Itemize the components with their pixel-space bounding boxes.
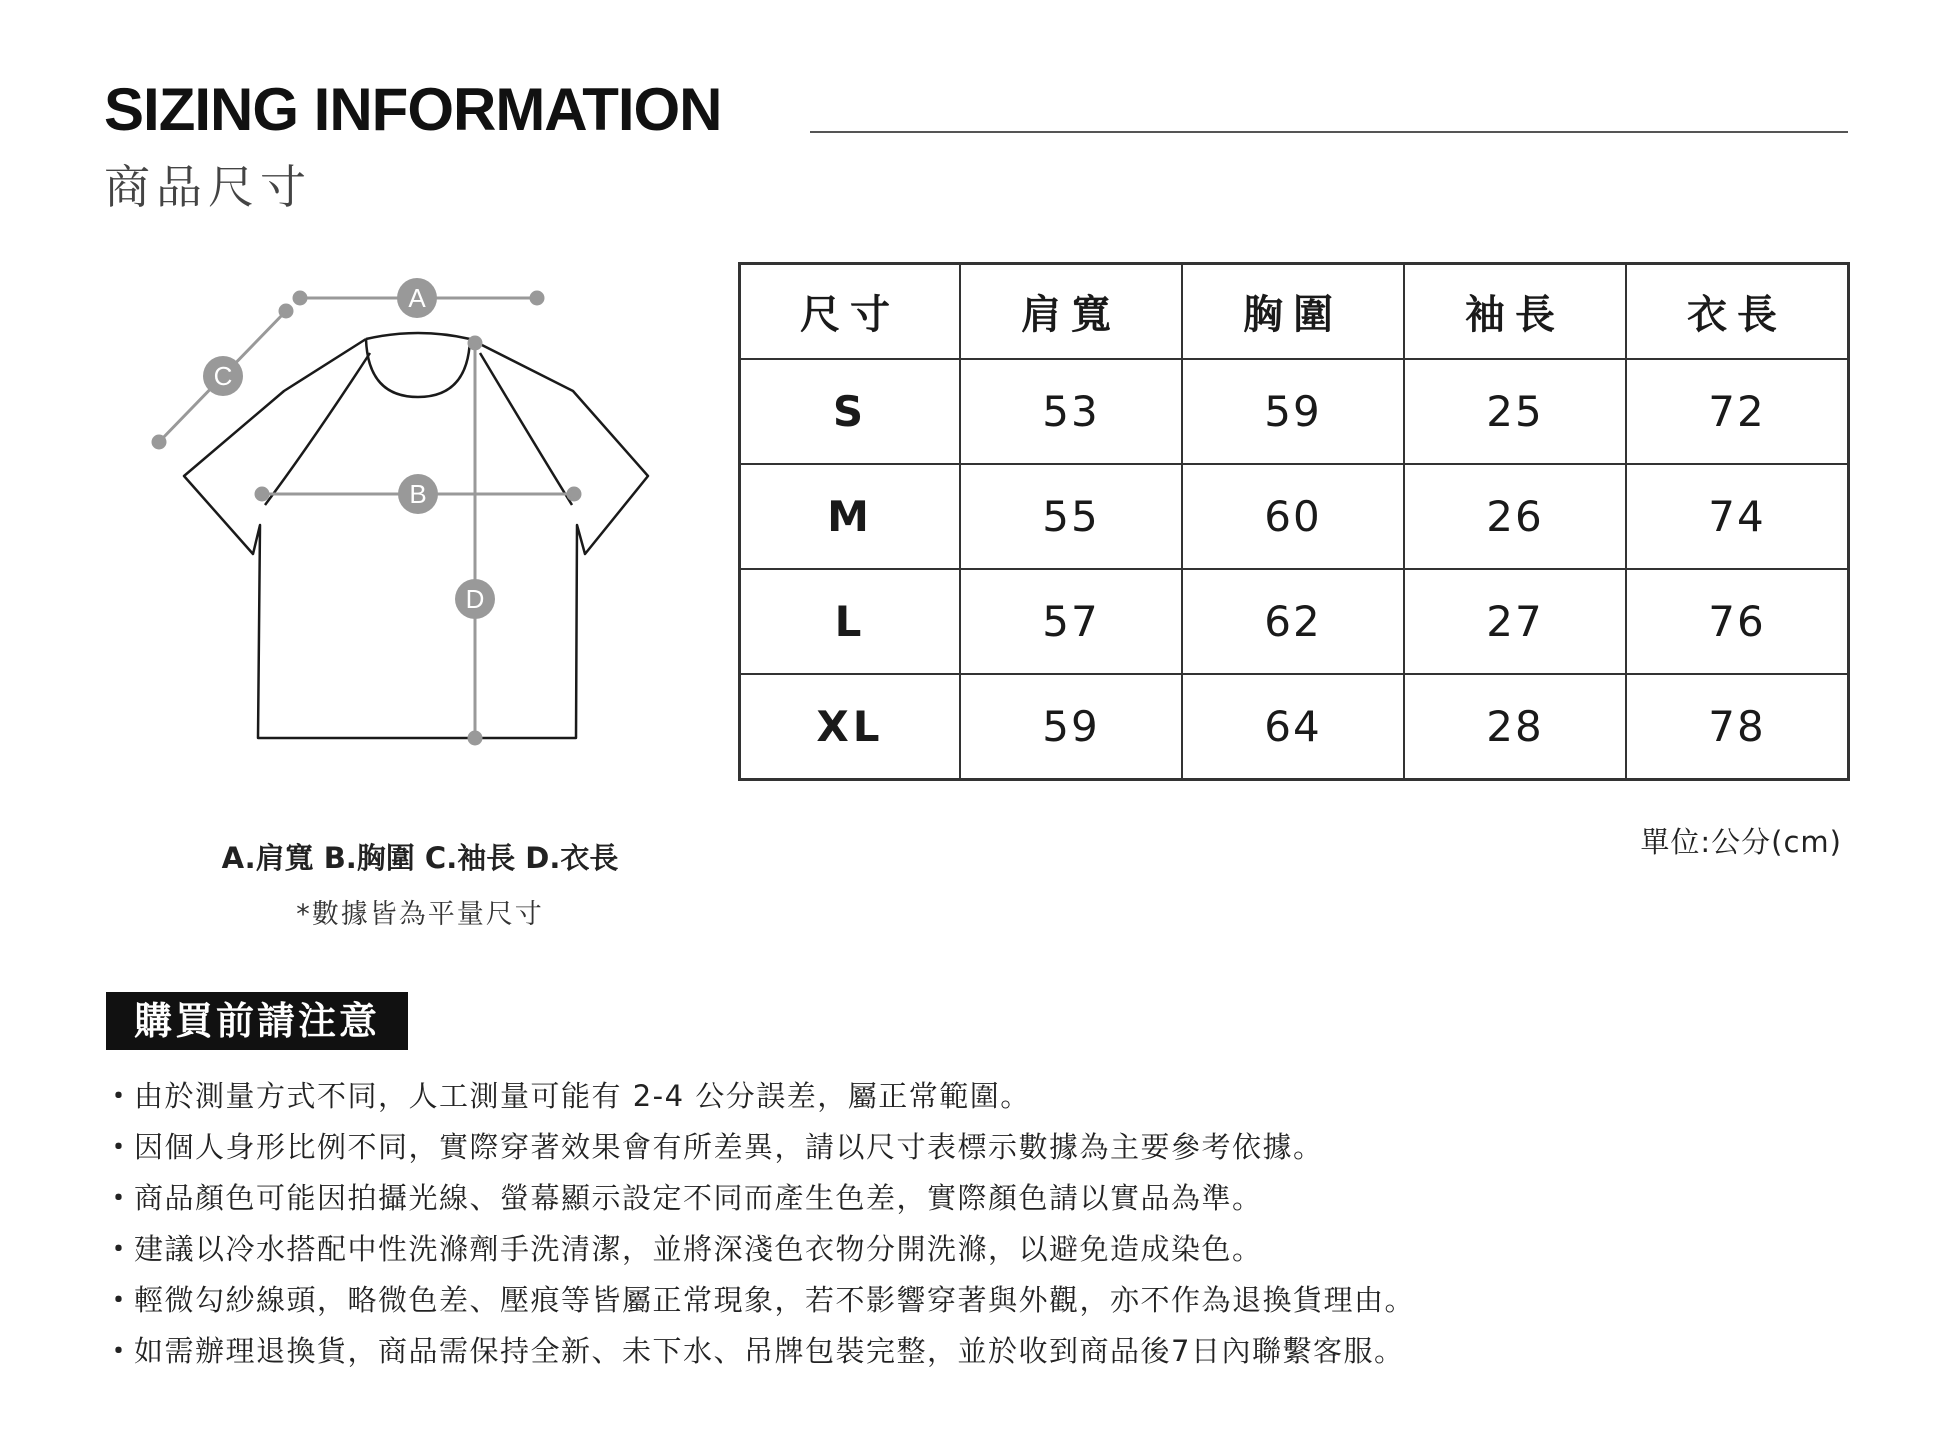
svg-text:B: B (409, 479, 427, 509)
table-row (740, 464, 1849, 569)
bullet-icon: ・ (104, 1181, 135, 1215)
sleeve-length-value: 26 (1404, 464, 1626, 569)
unit-label: 單位:公分(cm) (1640, 825, 1842, 859)
page-subtitle: 商品尺寸 (104, 160, 312, 214)
notice-text: 由於測量方式不同，人工測量可能有 2-4 公分誤差，屬正常範圍。 (134, 1079, 1031, 1113)
size-label: XL (740, 674, 961, 780)
notice-text: 因個人身形比例不同，實際穿著效果會有所差異，請以尺寸表標示數據為主要參考依據。 (134, 1130, 1324, 1164)
bullet-icon: ・ (104, 1283, 135, 1317)
list-item (104, 1178, 1415, 1229)
sleeve-length-value: 25 (1404, 359, 1626, 464)
bullet-icon: ・ (104, 1232, 135, 1266)
list-item (104, 1127, 1415, 1178)
notice-list (104, 1076, 1415, 1382)
size-table-header-row (740, 264, 1849, 360)
body-length-value: 74 (1626, 464, 1849, 569)
shoulder-width-value: 57 (960, 569, 1182, 674)
svg-text:A: A (408, 283, 426, 313)
notice-text: 如需辦理退換貨，商品需保持全新、未下水、吊牌包裝完整，並於收到商品後7日內聯繫客服。 (134, 1334, 1405, 1368)
marker-d (455, 579, 495, 619)
marker-b (398, 474, 438, 514)
chest-value: 60 (1182, 464, 1404, 569)
right-raglan-seam (480, 353, 572, 505)
sleeve-length-value: 28 (1404, 674, 1626, 780)
header-shoulder-width: 肩寬 (960, 264, 1182, 360)
marker-a (397, 278, 437, 318)
measurement-legend: A.肩寬 B.胸圍 C.袖長 D.衣長 (221, 841, 619, 875)
chest-value: 62 (1182, 569, 1404, 674)
tshirt-front-neck (366, 339, 470, 397)
list-item (104, 1076, 1415, 1127)
table-row (740, 359, 1849, 464)
tshirt-outline (184, 333, 648, 738)
header-size: 尺寸 (740, 264, 961, 360)
chest-value: 64 (1182, 674, 1404, 780)
left-raglan-seam (265, 353, 370, 505)
svg-text:D: D (465, 584, 485, 614)
notice-text: 輕微勾紗線頭，略微色差、壓痕等皆屬正常現象，若不影響穿著與外觀，亦不作為退換貨理由。 (134, 1283, 1416, 1317)
bullet-icon: ・ (104, 1130, 135, 1164)
shoulder-width-value: 55 (960, 464, 1182, 569)
table-row (740, 674, 1849, 780)
tshirt-back-neck (366, 333, 470, 339)
size-label: L (740, 569, 961, 674)
measure-markers (203, 278, 495, 619)
chest-value: 59 (1182, 359, 1404, 464)
title-divider (810, 131, 1848, 133)
header-sleeve-length: 袖長 (1404, 264, 1626, 360)
list-item (104, 1280, 1415, 1331)
shoulder-width-value: 59 (960, 674, 1182, 780)
measurement-note: *數據皆為平量尺寸 (296, 899, 544, 930)
tshirt-body-outline (184, 339, 648, 738)
svg-text:C: C (213, 361, 233, 391)
size-label: M (740, 464, 961, 569)
shoulder-width-value: 53 (960, 359, 1182, 464)
bullet-icon: ・ (104, 1079, 135, 1113)
notice-text: 建議以冷水搭配中性洗滌劑手洗清潔，並將深淺色衣物分開洗滌，以避免造成染色。 (134, 1232, 1263, 1266)
body-length-value: 78 (1626, 674, 1849, 780)
body-length-value: 72 (1626, 359, 1849, 464)
body-length-value: 76 (1626, 569, 1849, 674)
size-table (738, 262, 1850, 781)
header-body-length: 衣長 (1626, 264, 1849, 360)
notice-title: 購買前請注意 (106, 992, 408, 1050)
size-label: S (740, 359, 961, 464)
marker-c (203, 356, 243, 396)
tshirt-measurement-diagram (140, 275, 660, 765)
page-title: SIZING INFORMATION (104, 76, 722, 143)
header-chest: 胸圍 (1182, 264, 1404, 360)
bullet-icon: ・ (104, 1334, 135, 1368)
notice-text: 商品顏色可能因拍攝光線、螢幕顯示設定不同而產生色差，實際顏色請以實品為準。 (134, 1181, 1263, 1215)
list-item (104, 1331, 1415, 1382)
sleeve-length-value: 27 (1404, 569, 1626, 674)
list-item (104, 1229, 1415, 1280)
table-row (740, 569, 1849, 674)
